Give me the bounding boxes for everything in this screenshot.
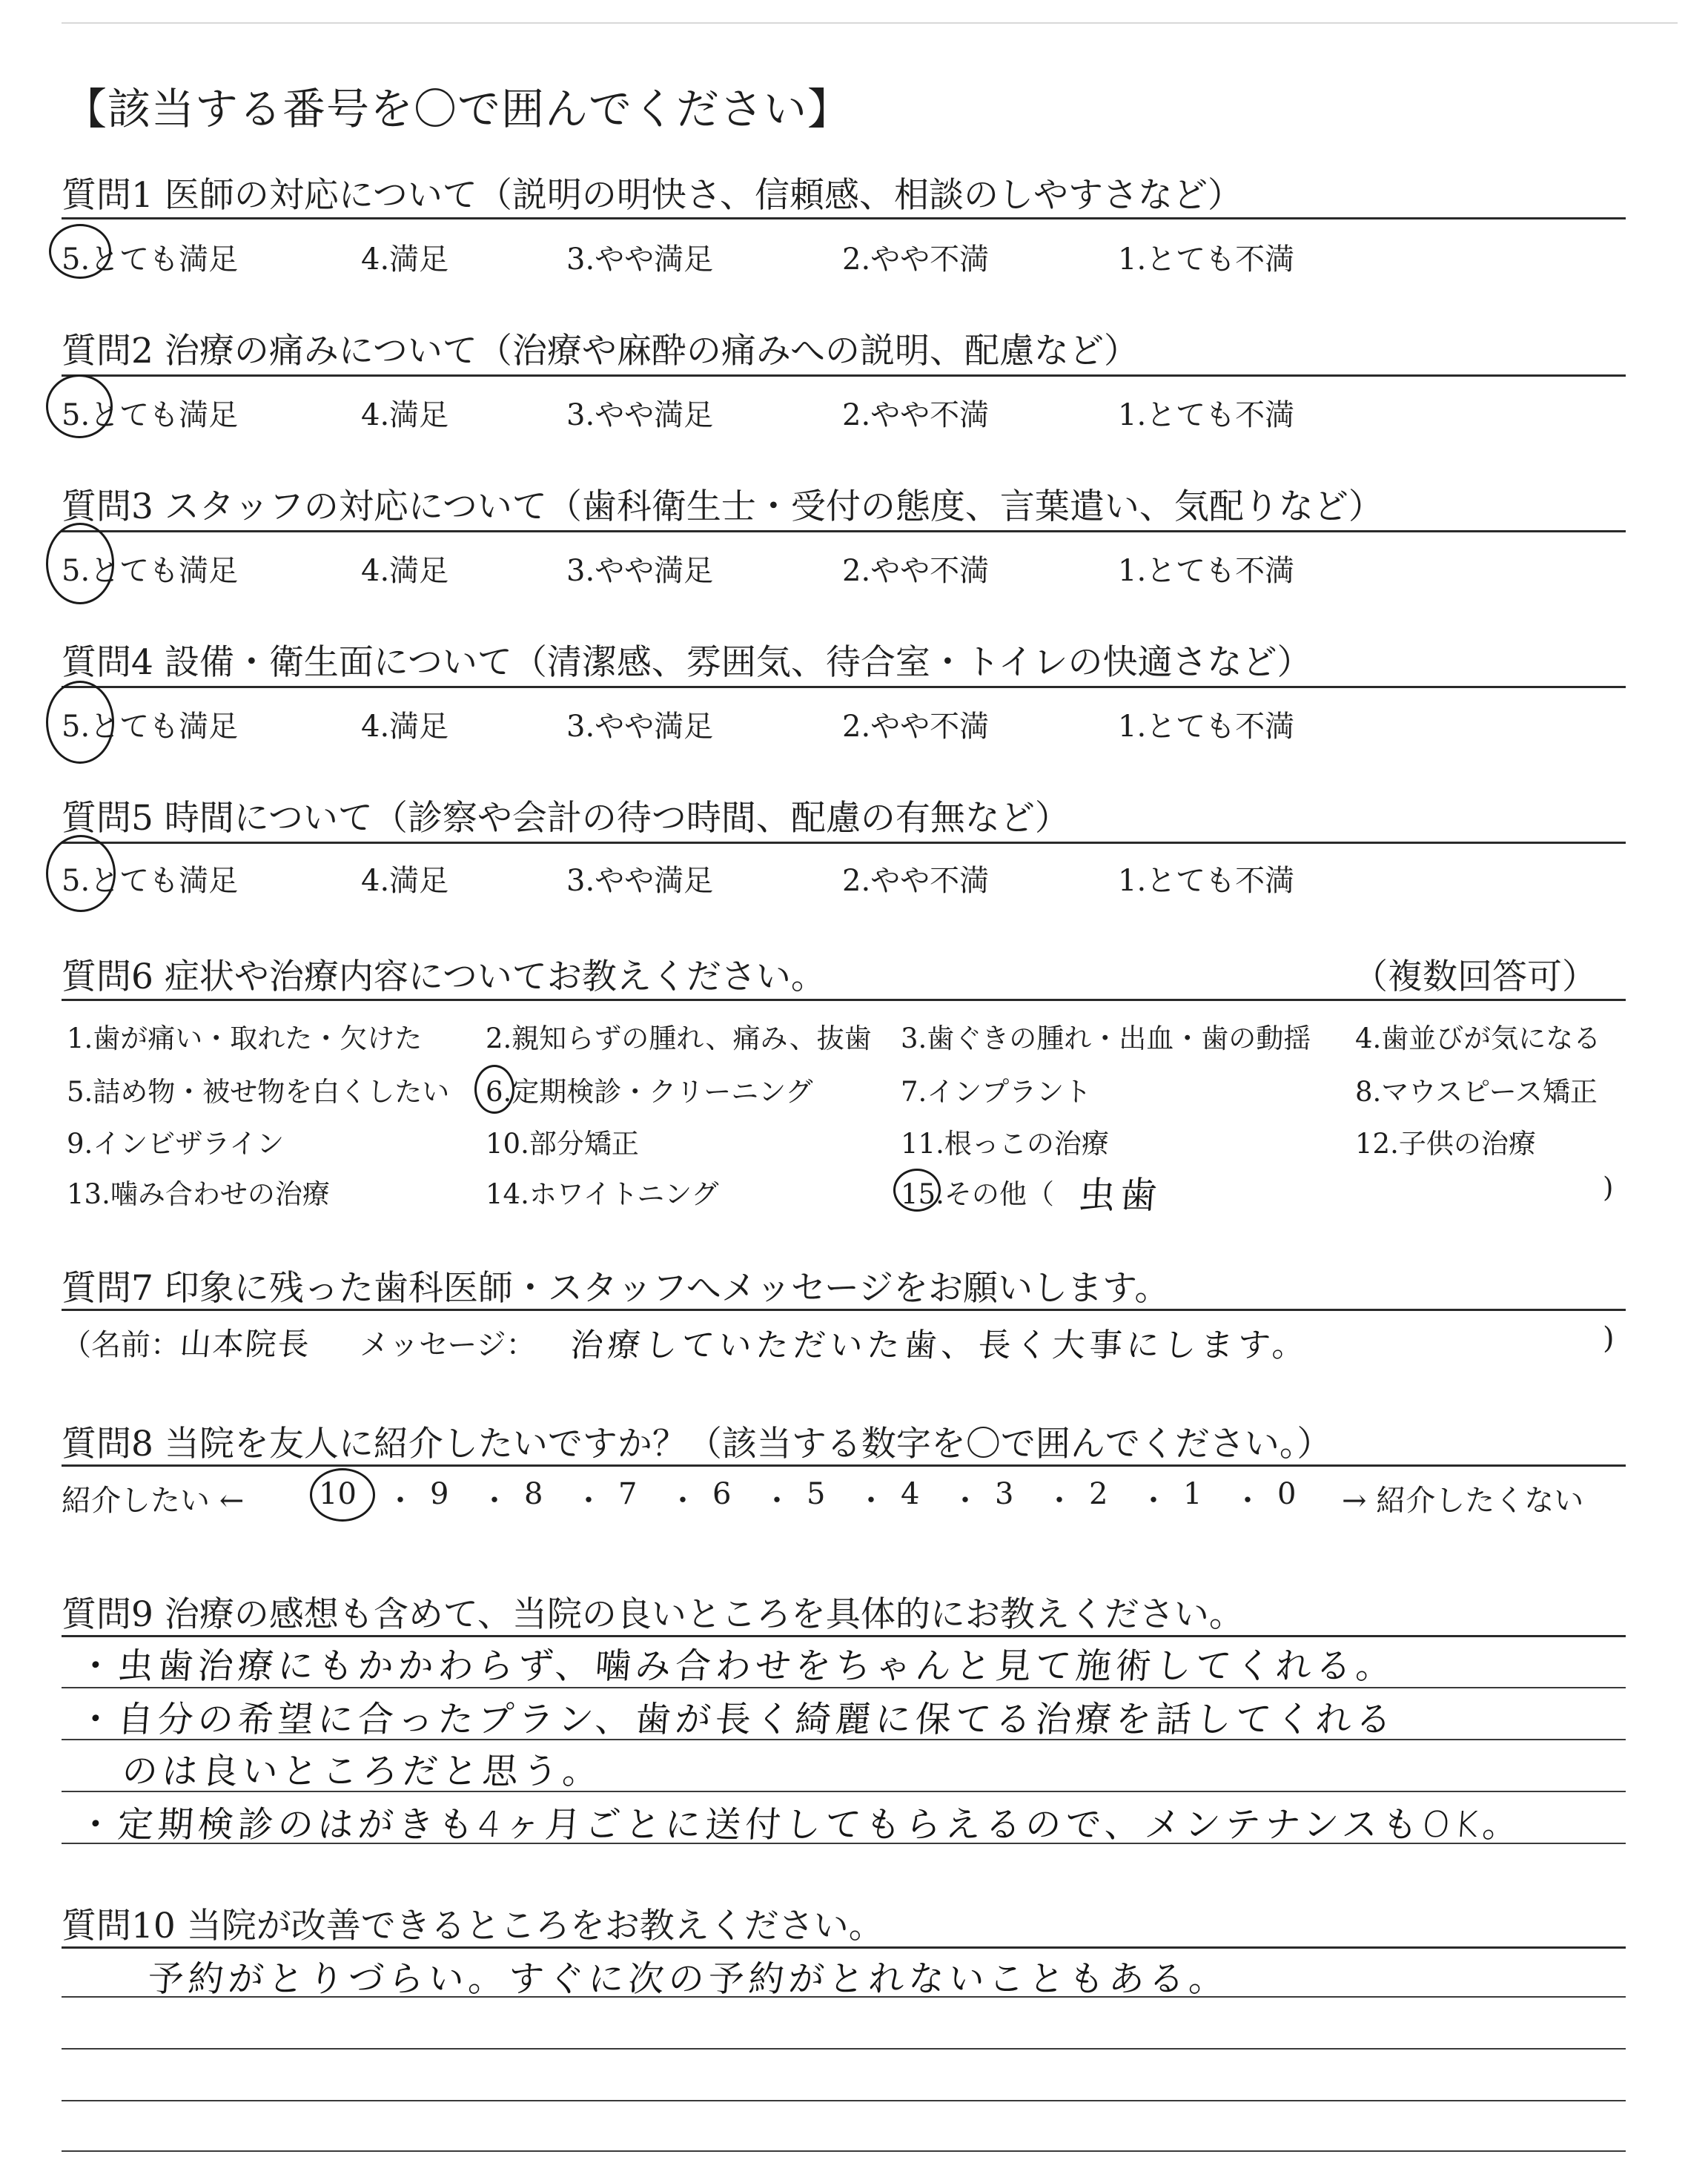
q6-option-13[interactable]: 13.噛み合わせの治療 (67, 1178, 330, 1210)
q6-option-6[interactable]: 6.定期検診・クリーニング (486, 1076, 813, 1108)
q6-option-12[interactable]: 12.子供の治療 (1355, 1128, 1536, 1160)
q2-heading: 質問2 治療の痛みについて（治療や麻酔の痛みへの説明、配慮など） (62, 331, 1139, 371)
q7-rule (62, 1309, 1626, 1311)
q7-message-label: メッセージ： (360, 1328, 536, 1362)
q6-rule (62, 999, 1626, 1001)
q8-scale-7[interactable]: 7 (618, 1477, 638, 1511)
q8-scale-4[interactable]: 4 (901, 1477, 920, 1511)
q8-scale-8[interactable]: 8 (524, 1477, 543, 1511)
q1-option-2[interactable]: 2.やや不満 (842, 242, 990, 277)
q8-dot: ・ (480, 1484, 509, 1518)
q7-close-paren: ) (1603, 1321, 1615, 1355)
q8-scale-5[interactable]: 5 (807, 1477, 826, 1511)
q4-option-4[interactable]: 4.満足 (361, 710, 449, 744)
q2-option-5[interactable]: 5.とても満足 (62, 398, 239, 432)
q2-rule (62, 374, 1626, 377)
q3-option-3[interactable]: 3.やや満足 (566, 554, 714, 588)
q3-rule (62, 530, 1626, 532)
q10-rule-1 (62, 1946, 1626, 1949)
q2-option-3[interactable]: 3.やや満足 (566, 398, 714, 432)
q6-option-4[interactable]: 4.歯並びが気になる (1355, 1023, 1601, 1054)
q3-option-4[interactable]: 4.満足 (361, 554, 449, 588)
q6-option-10[interactable]: 10.部分矯正 (486, 1128, 639, 1160)
q6-option-1[interactable]: 1.歯が痛い・取れた・欠けた (67, 1023, 423, 1054)
q8-dot: ・ (762, 1484, 792, 1518)
q5-option-1[interactable]: 1.とても不満 (1118, 864, 1295, 898)
q5-selection-circle (46, 835, 116, 912)
q1-selection-circle (49, 224, 111, 279)
q6-selection-circle-6 (474, 1065, 514, 1114)
q5-heading: 質問5 時間について（診察や会計の待つ時間、配慮の有無など） (62, 798, 1070, 839)
q4-option-2[interactable]: 2.やや不満 (842, 710, 990, 744)
q3-option-2[interactable]: 2.やや不満 (842, 554, 990, 588)
q10-rule-5 (62, 2150, 1626, 2152)
q6-option-8[interactable]: 8.マウスピース矯正 (1355, 1076, 1598, 1108)
q8-dot: ・ (668, 1484, 698, 1518)
q6-selection-circle-15 (893, 1169, 941, 1212)
q6-note: （複数回答可） (1353, 957, 1597, 997)
q8-dot: ・ (856, 1484, 886, 1518)
q8-scale-0[interactable]: 0 (1277, 1477, 1297, 1511)
q10-rule-4 (62, 2100, 1626, 2101)
top-border (62, 22, 1678, 24)
q6-option-3[interactable]: 3.歯ぐきの腫れ・出血・歯の動揺 (901, 1023, 1311, 1054)
q2-option-1[interactable]: 1.とても不満 (1118, 398, 1295, 432)
form-title: 【該当する番号を〇で囲んでください】 (64, 84, 852, 134)
q8-scale-1[interactable]: 1 (1183, 1477, 1202, 1511)
q8-scale-9[interactable]: 9 (430, 1477, 449, 1511)
q8-scale-3[interactable]: 3 (995, 1477, 1014, 1511)
q8-rule (62, 1464, 1626, 1467)
q6-option-9[interactable]: 9.インビザライン (67, 1128, 285, 1160)
q8-scale-10[interactable]: 10 (319, 1477, 357, 1511)
q4-heading: 質問4 設備・衛生面について（清潔感、雰囲気、待合室・トイレの快適さなど） (62, 642, 1312, 683)
q10-answer: 予約がとりづらい。すぐに次の予約がとれないこともある。 (146, 1958, 1231, 2000)
q3-heading: 質問3 スタッフの対応について（歯科衛生士・受付の態度、言葉遣い、気配りなど） (62, 486, 1383, 527)
q3-option-5[interactable]: 5.とても満足 (62, 554, 239, 588)
q6-option-15[interactable]: 15.その他（ (901, 1178, 1054, 1210)
q1-option-1[interactable]: 1.とても不満 (1118, 242, 1295, 277)
q1-option-4[interactable]: 4.満足 (361, 242, 449, 277)
q2-option-4[interactable]: 4.満足 (361, 398, 449, 432)
q5-option-4[interactable]: 4.満足 (361, 864, 449, 898)
q8-scale-6[interactable]: 6 (712, 1477, 732, 1511)
q6-option-11[interactable]: 11.根っこの治療 (901, 1128, 1109, 1160)
q9-heading: 質問9 治療の感想も含めて、当院の良いところを具体的にお教えください。 (62, 1594, 1244, 1635)
q3-option-1[interactable]: 1.とても不満 (1118, 554, 1295, 588)
q6-option-5[interactable]: 5.詰め物・被せ物を白くしたい (67, 1076, 450, 1108)
q10-heading: 質問10 当院が改善できるところをお教えください。 (62, 1906, 884, 1946)
q8-dot: ・ (385, 1484, 415, 1518)
q8-dot: ・ (950, 1484, 980, 1518)
q1-option-3[interactable]: 3.やや満足 (566, 242, 714, 277)
q6-option-2[interactable]: 2.親知らずの腫れ、痛み、抜歯 (486, 1023, 872, 1054)
q6-option-7[interactable]: 7.インプラント (901, 1076, 1092, 1108)
q6-heading: 質問6 症状や治療内容についてお教えください。 (62, 957, 826, 997)
q7-name-label: （名前： (62, 1328, 180, 1362)
q8-heading: 質問8 当院を友人に紹介したいですか？（該当する数字を〇で囲んでください。） (62, 1424, 1332, 1464)
q6-other-text: 虫歯 (1076, 1174, 1163, 1217)
q8-dot: ・ (1233, 1484, 1262, 1518)
q2-selection-circle (46, 374, 113, 438)
q9-answer-line-2: ・自分の希望に合ったプラン、歯が長く綺麗に保てる治療を話してくれる (76, 1699, 1397, 1740)
q4-rule (62, 686, 1626, 688)
q5-rule (62, 842, 1626, 844)
q9-answer-line-4: ・定期検診のはがきも4ヶ月ごとに送付してもらえるので、メンテナンスもOK。 (76, 1804, 1524, 1846)
q6-other-close: ) (1603, 1172, 1614, 1203)
q7-message-value: 治療していただいた歯、長く大事にします。 (569, 1327, 1311, 1364)
q1-option-5[interactable]: 5.とても満足 (62, 242, 239, 277)
q4-selection-circle (46, 681, 114, 764)
q1-heading: 質問1 医師の対応について（説明の明快さ、信頼感、相談のしやすさなど） (62, 175, 1243, 216)
q4-option-1[interactable]: 1.とても不満 (1118, 710, 1295, 744)
q10-rule-3 (62, 2048, 1626, 2050)
q9-answer-line-1: ・虫歯治療にもかかわらず、噛み合わせをちゃんと見て施術してくれる。 (76, 1645, 1397, 1687)
q5-option-2[interactable]: 2.やや不満 (842, 864, 990, 898)
q4-option-3[interactable]: 3.やや満足 (566, 710, 714, 744)
q7-name-value: 山本院長 (179, 1326, 312, 1362)
q8-dot: ・ (574, 1484, 603, 1518)
q8-selection-circle (310, 1468, 375, 1522)
q8-right-label: → 紹介したくない (1342, 1484, 1584, 1518)
q6-option-14[interactable]: 14.ホワイトニング (486, 1178, 719, 1210)
q2-option-2[interactable]: 2.やや不満 (842, 398, 990, 432)
q8-left-label: 紹介したい ← (62, 1484, 245, 1518)
q8-dot: ・ (1139, 1484, 1168, 1518)
q1-rule (62, 217, 1626, 219)
q4-option-5[interactable]: 5.とても満足 (62, 710, 239, 744)
q5-option-3[interactable]: 3.やや満足 (566, 864, 714, 898)
q7-heading: 質問7 印象に残った歯科医師・スタッフへメッセージをお願いします。 (62, 1268, 1170, 1309)
q8-scale-2[interactable]: 2 (1089, 1477, 1108, 1511)
q3-selection-circle (46, 523, 114, 604)
q8-dot: ・ (1045, 1484, 1074, 1518)
q5-option-5[interactable]: 5.とても満足 (62, 864, 239, 898)
q9-answer-line-3: のは良いところだと思う。 (120, 1751, 604, 1792)
